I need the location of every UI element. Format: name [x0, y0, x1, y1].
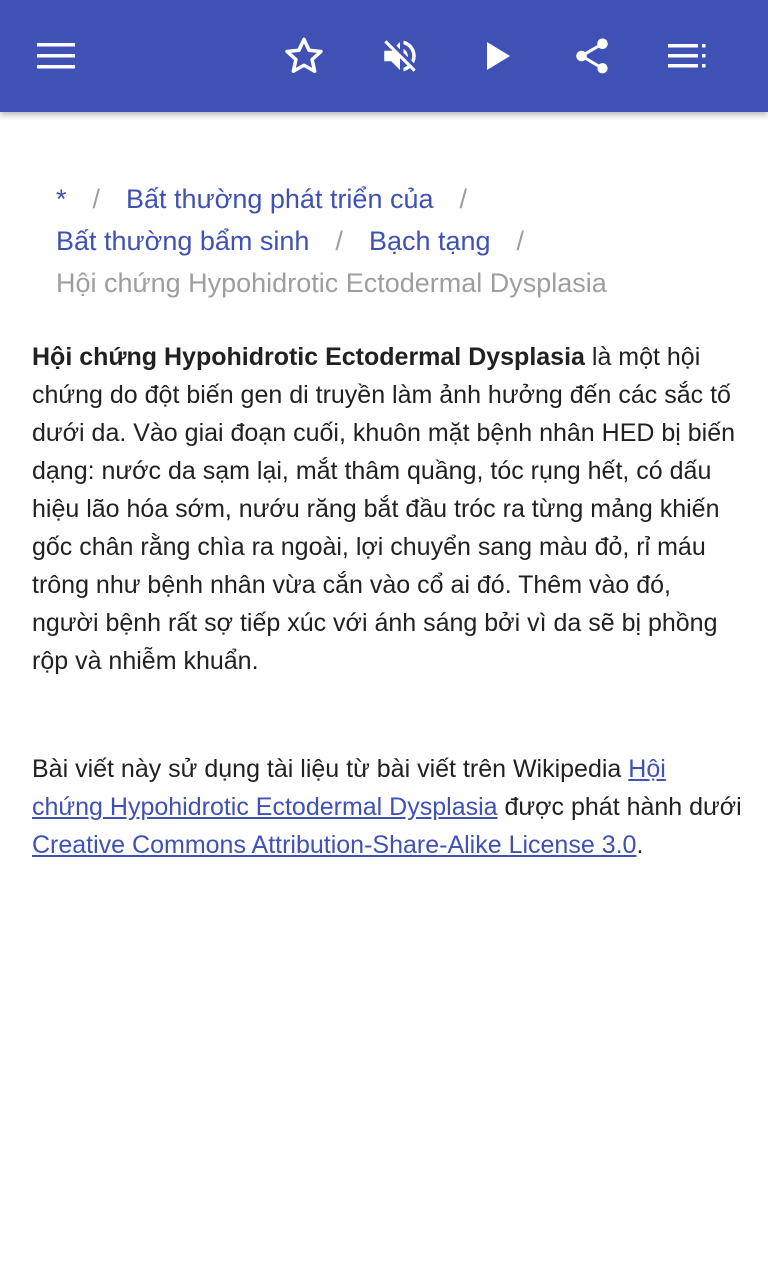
attribution-suffix: . — [636, 831, 644, 859]
breadcrumb — [56, 178, 736, 304]
app-toolbar — [0, 0, 768, 112]
favorite-button[interactable] — [274, 26, 334, 86]
breadcrumb-separator: / — [92, 184, 101, 214]
star-outline-icon — [283, 35, 325, 77]
breadcrumb-separator: / — [335, 226, 343, 256]
article-title: Hội chứng Hypohidrotic Ectodermal Dysplasia — [32, 343, 585, 371]
breadcrumb-item-developmental-abnormalities[interactable]: Bất thường phát triển của — [126, 184, 434, 214]
playlist-icon — [668, 41, 708, 71]
license-link[interactable]: Creative Commons Attribution-Share-Alike License 3.0 — [32, 831, 637, 859]
breadcrumb-item-root[interactable]: * — [56, 184, 67, 214]
share-button[interactable] — [562, 26, 622, 86]
attribution-notice — [32, 750, 742, 864]
article-view — [0, 112, 768, 1280]
attribution-middle: được phát hành dưới — [497, 793, 742, 821]
article-body — [32, 338, 742, 680]
article-text: là một hội chứng do đột biến gen di truyền làm ảnh hưởng đến các sắc tố dưới da. Vào giai đoạn cuối, khuôn mặt bệnh nhân HED bị biến dạng: nước da sạm lại, mắt thâm quầng, tóc rụng hết, có dấu hiệu lão hóa sớm, nướu răng bắt đầu tróc ra từng mảng khiến gốc chân rằng chìa ra ngoài, lợi chuyển sang màu đỏ, rỉ máu trông như bệnh nhân vừa cắn vào cổ ai đó. Thêm vào đó, người bệnh rất sợ tiếp xúc với ánh sáng bởi vì da sẽ bị phồng rộp và nhiễm khuẩn. — [32, 343, 736, 675]
breadcrumb-item-albinism[interactable]: Bạch tạng — [368, 226, 491, 256]
contents-button[interactable] — [658, 26, 718, 86]
share-icon — [571, 35, 613, 77]
play-button[interactable] — [468, 26, 528, 86]
volume-off-icon — [379, 35, 421, 77]
menu-button[interactable] — [26, 26, 86, 86]
breadcrumb-separator: / — [459, 184, 468, 214]
breadcrumb-current: Hội chứng Hypohidrotic Ectodermal Dysplasia — [56, 268, 607, 298]
menu-icon — [37, 41, 75, 71]
mute-button[interactable] — [370, 26, 430, 86]
attribution-prefix: Bài viết này sử dụng tài liệu từ bài viết trên Wikipedia — [32, 755, 629, 783]
play-icon — [483, 40, 513, 72]
wikipedia-article-link[interactable]: Hội chứng Hypohidrotic Ectodermal Dysplasia — [32, 755, 666, 821]
breadcrumb-item-congenital-abnormalities[interactable]: Bất thường bẩm sinh — [56, 226, 310, 256]
breadcrumb-separator: / — [516, 226, 525, 256]
